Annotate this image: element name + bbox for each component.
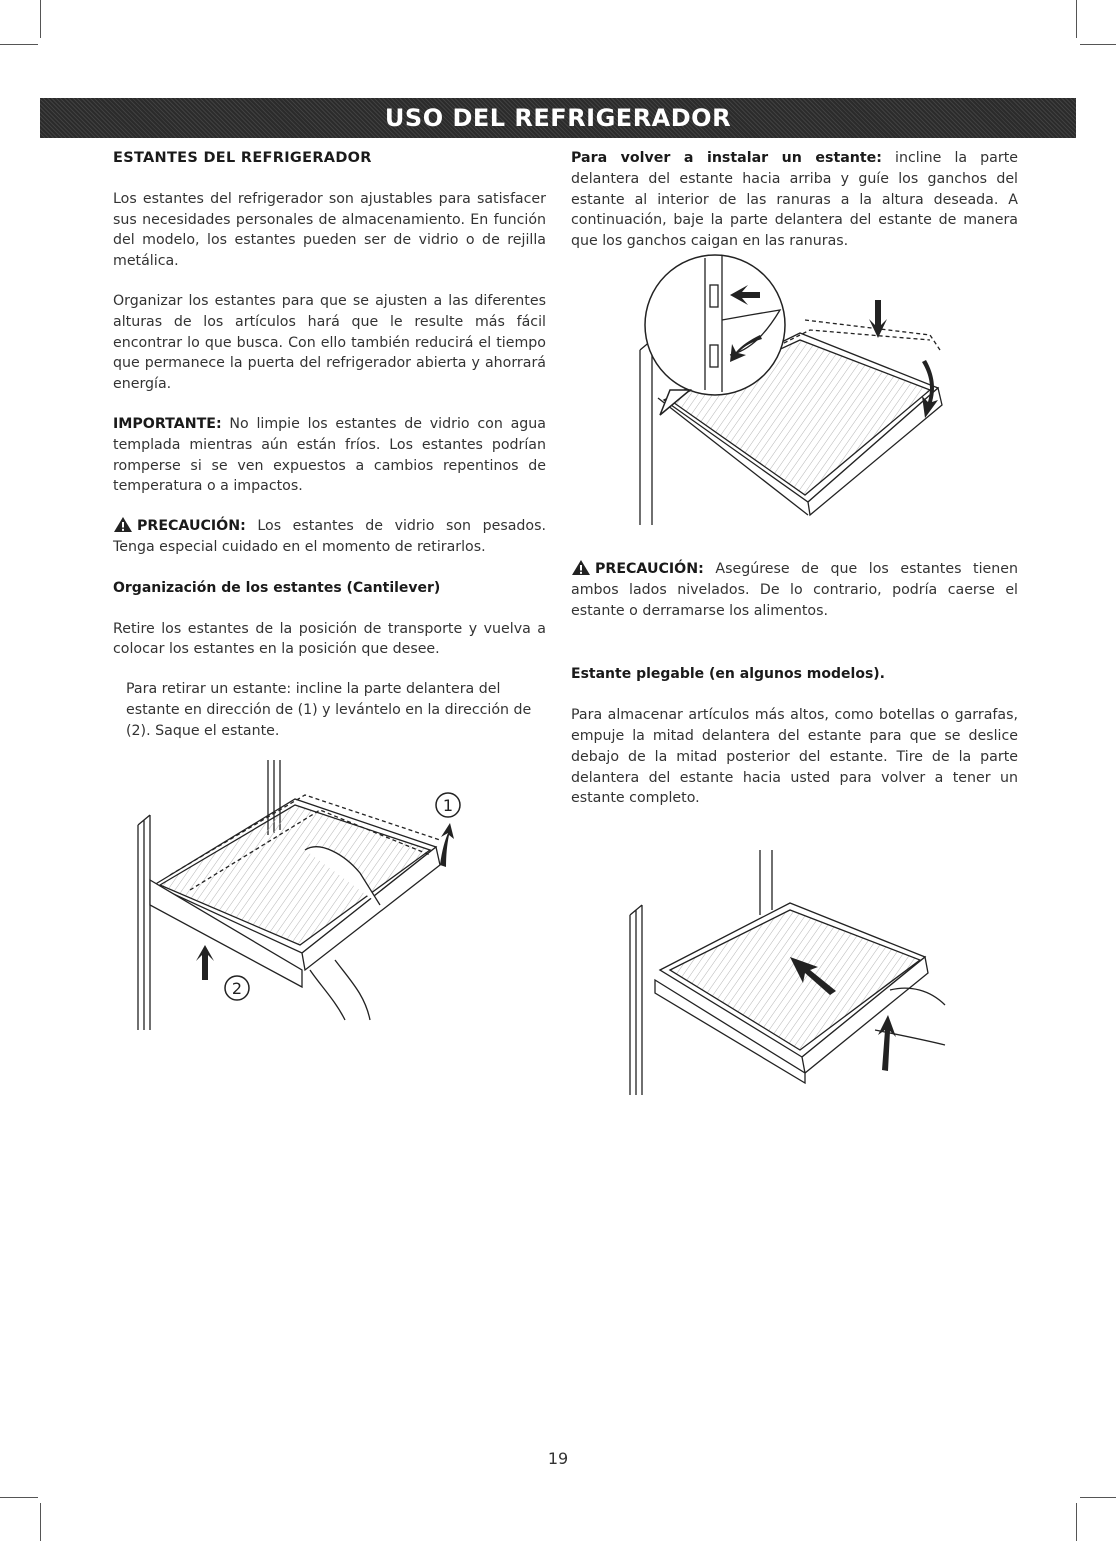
section-heading: ESTANTES DEL REFRIGERADOR — [113, 150, 372, 166]
level-caution-note — [571, 559, 1018, 621]
warning-icon — [571, 559, 591, 576]
circled-number-1 — [436, 793, 460, 817]
intro-paragraph: Los estantes del refrigerador son ajustables para satisfacer sus necesidades personales de almacenamiento. En función del modelo, los estantes pueden ser de vidrio o de rejilla metálica. — [113, 190, 546, 270]
cantilever-heading: Organización de los estantes (Cantilever) — [113, 579, 441, 596]
reinstall-label: Para volver a instalar un estante: — [571, 150, 882, 166]
caution-label: PRECAUCIÓN: — [137, 518, 246, 535]
crop-mark — [0, 44, 38, 45]
caution-note — [113, 516, 546, 558]
caution-label: PRECAUCIÓN: — [595, 561, 704, 577]
folding-shelf-heading: Estante plegable (en algunos modelos). — [571, 666, 885, 683]
folding-shelf-illustration — [620, 845, 950, 1100]
arrow-up-curve-icon — [440, 823, 454, 867]
arrow-up-icon — [196, 945, 214, 980]
organize-paragraph: Organizar los estantes para que se ajusten a las diferentes alturas de los artículos hará que le resulte más fácil encontrar lo que busca. Con ello también reducirá el tiempo que permanece la puerta del refrigerador abierta y ahorrará energía. — [113, 292, 546, 393]
reposition-paragraph: Retire los estantes de la posición de transporte y vuelva a colocar los estantes en la posición que desee. — [113, 620, 546, 658]
left-column — [113, 148, 546, 742]
arrow-down-icon — [869, 300, 887, 338]
crop-mark — [40, 1503, 41, 1541]
section-banner — [40, 98, 1076, 138]
caution-text: Asegúrese de que los estantes tienen ambos lados nivelados. De lo contrario, podría caerse el estante o derramarse los alimentos. — [571, 561, 1018, 619]
warning-icon — [113, 516, 133, 533]
page-number: 19 — [547, 1449, 569, 1468]
crop-mark — [40, 0, 41, 38]
svg-text:2: 2 — [231, 979, 243, 998]
reinstall-paragraph — [571, 148, 1018, 252]
important-note — [113, 414, 546, 497]
reinstall-text: incline la parte delantera del estante hacia arriba y guíe los ganchos del estante al interior de las ranuras a la altura deseada. A continuación, baje la parte delantera del estante de manera que los ganchos caigan en las ranuras. — [571, 150, 1019, 250]
svg-text:1: 1 — [442, 796, 454, 815]
right-caution-block — [571, 559, 1018, 809]
crop-mark — [1080, 44, 1116, 45]
crop-mark — [1080, 1497, 1116, 1498]
right-column — [571, 148, 1018, 252]
circled-number-2 — [225, 976, 249, 1000]
banner-title: USO DEL REFRIGERADOR — [384, 104, 732, 132]
important-text: No limpie los estantes de vidrio con agua templada mientras aún están fríos. Los estantes podrían romperse si se ven expuestos a cambios repentinos de temperatura o a impactos. — [113, 415, 546, 495]
folding-shelf-paragraph: Para almacenar artículos más altos, como botellas o garrafas, empuje la mitad delantera del estante para que se deslice debajo de la mitad posterior del estante. Tire de la parte delantera del estante hacia usted para volver a tener un estante completo. — [571, 707, 1018, 807]
shelf-reinstall-illustration — [630, 240, 960, 530]
important-label: IMPORTANTE: — [113, 415, 222, 432]
crop-mark — [1076, 0, 1077, 38]
caution-text: Los estantes de vidrio son pesados. Tenga especial cuidado en el momento de retirarlos. — [113, 518, 546, 555]
crop-mark — [0, 1497, 38, 1498]
removal-instructions: Para retirar un estante: incline la parte delantera del estante en dirección de (1) y levántelo en la dirección de (2). Saque el estante. — [126, 681, 532, 739]
arrow-up-icon — [878, 1015, 896, 1071]
crop-mark — [1076, 1503, 1077, 1541]
shelf-removal-illustration — [130, 755, 470, 1035]
